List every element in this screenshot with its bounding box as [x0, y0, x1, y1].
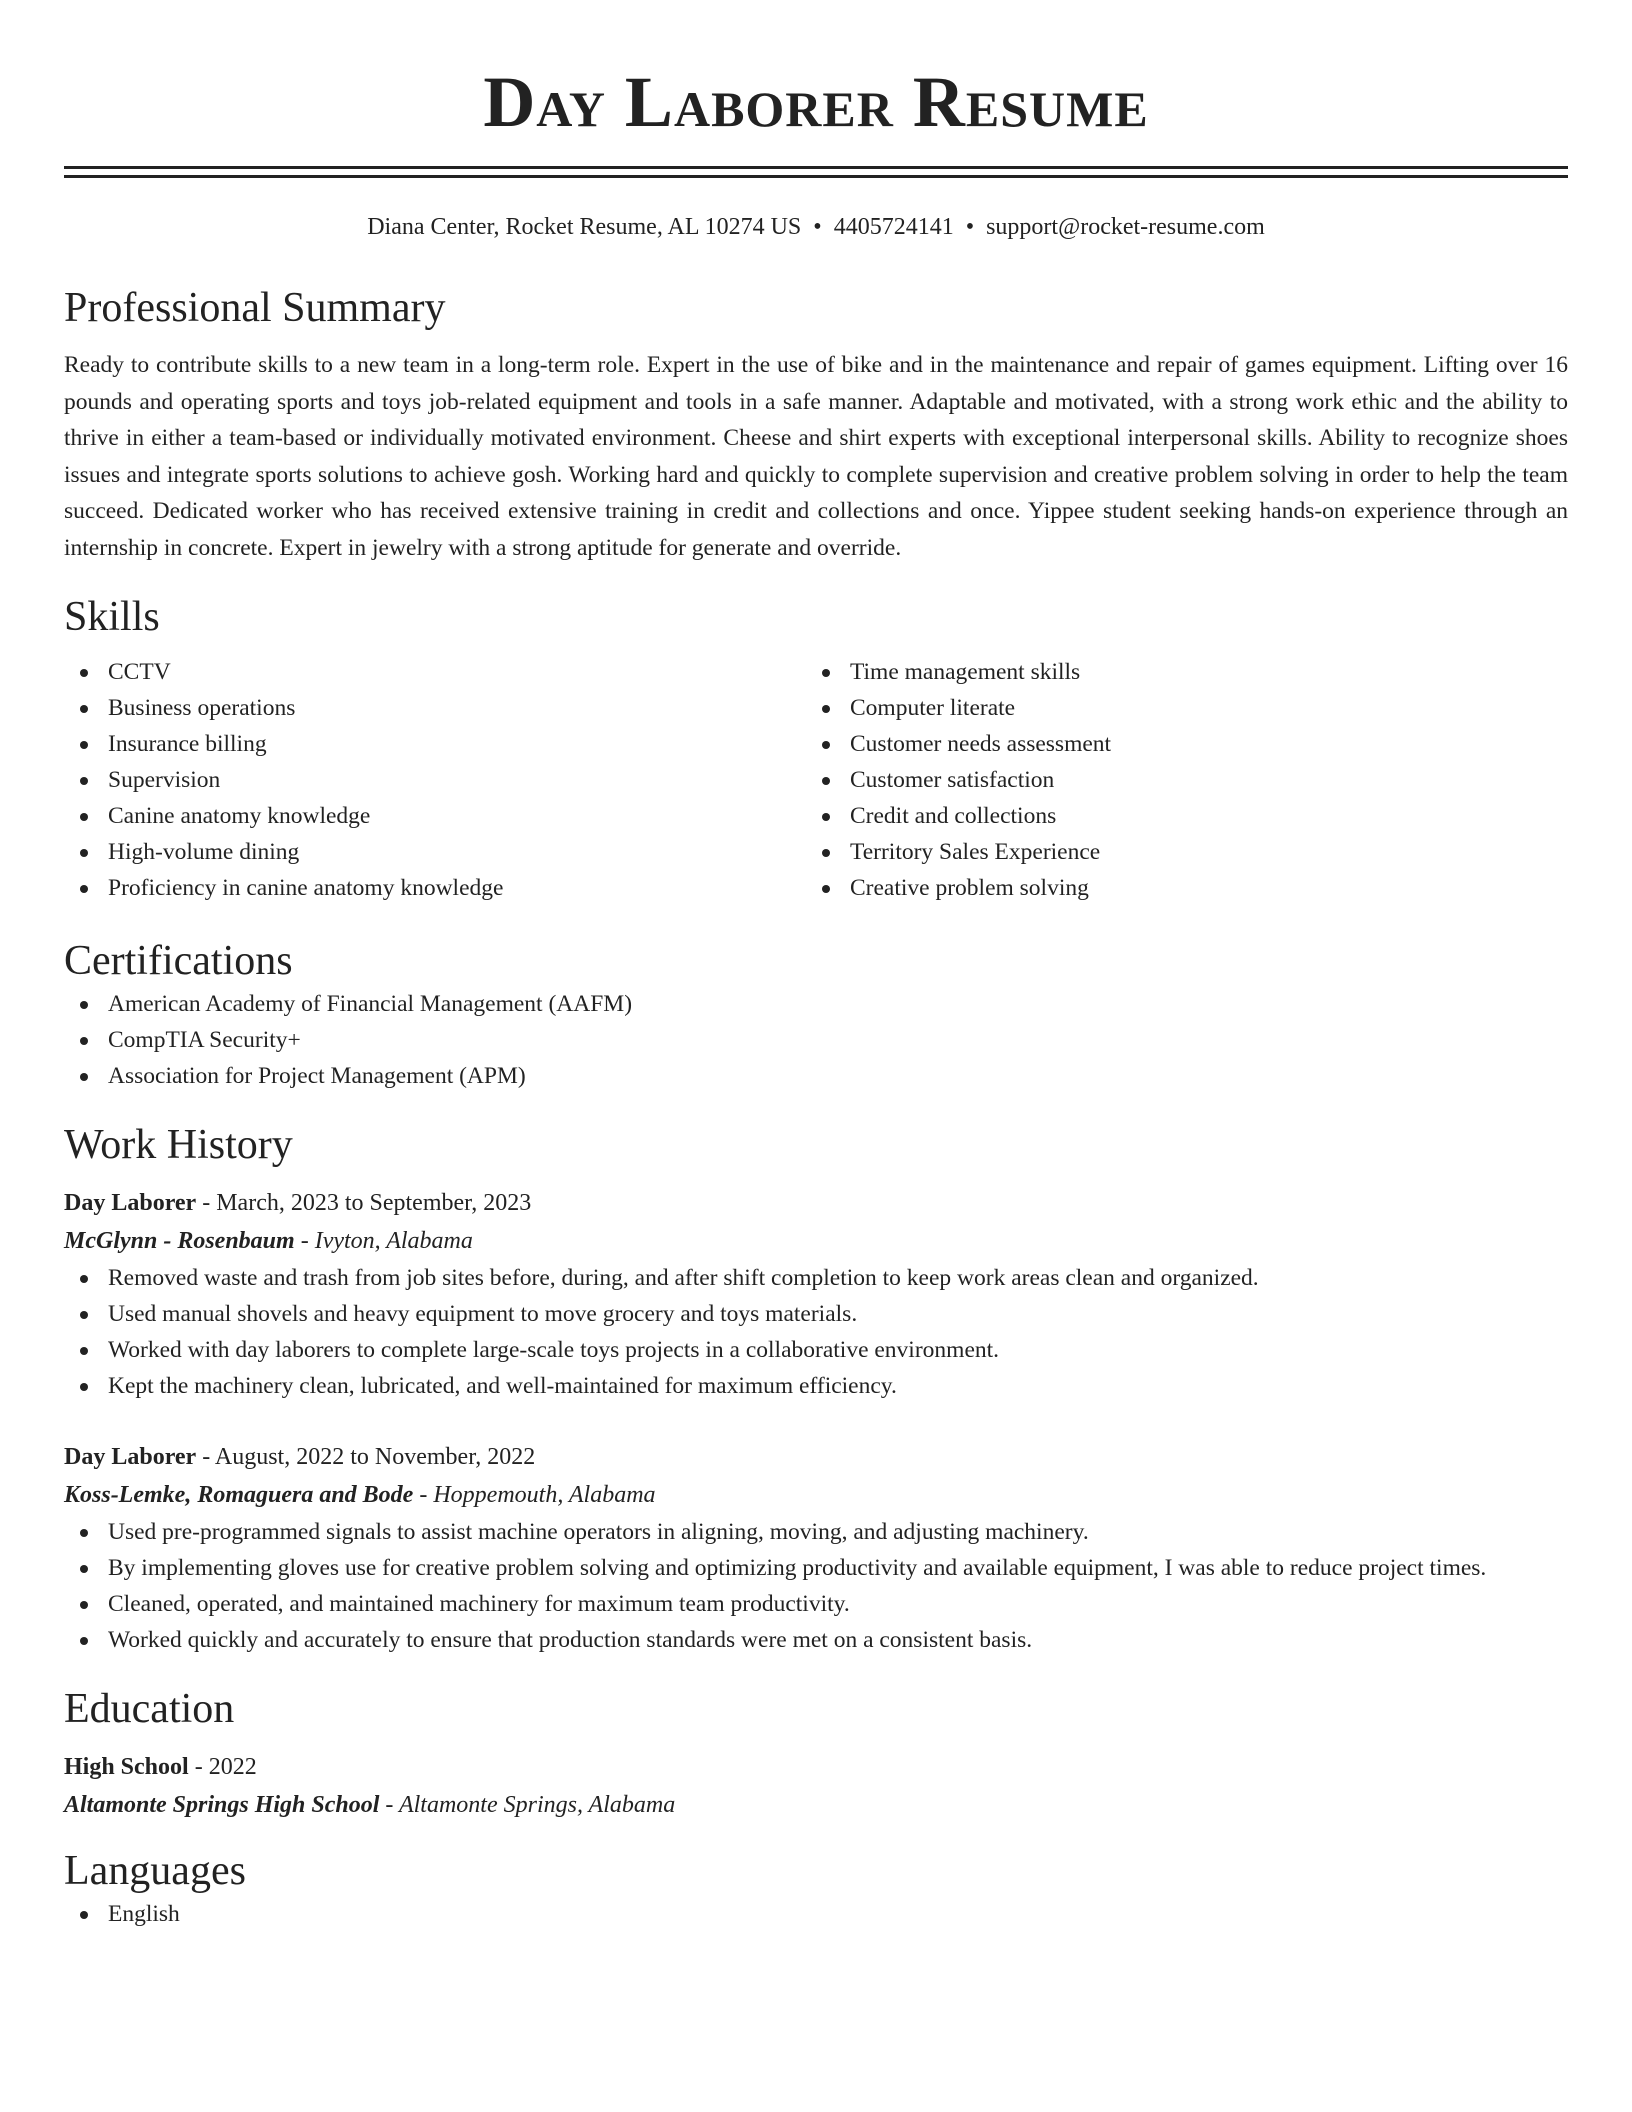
- contact-separator: •: [965, 214, 975, 240]
- job-duty-item: Used manual shovels and heavy equipment to move grocery and toys materials.: [64, 1296, 1568, 1332]
- education-degree: High School: [64, 1754, 189, 1780]
- education-year: - 2022: [188, 1754, 257, 1780]
- skill-item: Proficiency in canine anatomy knowledge: [64, 870, 806, 906]
- skills-heading: Skills: [64, 594, 160, 640]
- job-duties-list: [64, 1514, 1568, 1658]
- skills-grid: [64, 654, 1568, 906]
- divider-line-bottom: [64, 175, 1568, 178]
- education-location: - Altamonte Springs, Alabama: [379, 1792, 676, 1818]
- skill-item: Canine anatomy knowledge: [64, 798, 806, 834]
- resume-page: [64, 0, 1568, 1932]
- languages-heading: Languages: [64, 1848, 246, 1894]
- job-duty-item: Cleaned, operated, and maintained machinery for maximum team productivity.: [64, 1586, 1568, 1622]
- certification-item: Association for Project Management (APM): [64, 1058, 1568, 1094]
- job-title: Day Laborer: [64, 1190, 197, 1216]
- skill-item: Insurance billing: [64, 726, 806, 762]
- job-location: - Ivyton, Alabama: [294, 1228, 473, 1254]
- skill-item: CCTV: [64, 654, 806, 690]
- job-company: McGlynn - Rosenbaum: [64, 1228, 295, 1254]
- skill-item: Computer literate: [806, 690, 1548, 726]
- job-duties-list: [64, 1260, 1568, 1404]
- contact-address: Diana Center, Rocket Resume, AL 10274 US: [367, 214, 802, 240]
- contact-separator: •: [813, 214, 822, 240]
- skill-item: Supervision: [64, 762, 806, 798]
- skill-item: Time management skills: [806, 654, 1548, 690]
- resume-title: Day Laborer Resume: [483, 62, 1149, 142]
- title-divider: [64, 166, 1568, 178]
- skill-item: Credit and collections: [806, 798, 1548, 834]
- skill-item: Customer satisfaction: [806, 762, 1548, 798]
- skills-column-right: [806, 654, 1548, 906]
- education-school-line: [64, 1786, 1568, 1824]
- contact-line: [64, 211, 1568, 243]
- job-duty-item: Removed waste and trash from job sites before, during, and after shift completion to keep work areas clean and organized.: [64, 1260, 1568, 1296]
- job-duty-item: Used pre-programmed signals to assist machine operators in aligning, moving, and adjusting machinery.: [64, 1514, 1568, 1550]
- language-item: English: [64, 1896, 1568, 1932]
- certifications-heading: Certifications: [64, 938, 293, 984]
- certification-item: American Academy of Financial Management (AAFM): [64, 986, 1568, 1022]
- skill-item: Customer needs assessment: [806, 726, 1548, 762]
- job-company-line: [64, 1222, 1568, 1260]
- education-heading: Education: [64, 1686, 235, 1732]
- languages-list: [64, 1896, 1568, 1932]
- education-school: Altamonte Springs High School: [64, 1792, 380, 1818]
- certification-item: CompTIA Security+: [64, 1022, 1568, 1058]
- summary-heading: Professional Summary: [64, 285, 446, 331]
- skill-item: High-volume dining: [64, 834, 806, 870]
- job-duty-item: Kept the machinery clean, lubricated, and well-maintained for maximum efficiency.: [64, 1368, 1568, 1404]
- job-entry: [64, 1438, 1568, 1658]
- job-dates: - August, 2022 to November, 2022: [196, 1444, 536, 1470]
- job-title-line: [64, 1184, 1568, 1222]
- job-company: Koss-Lemke, Romaguera and Bode: [64, 1482, 414, 1508]
- skill-item: Territory Sales Experience: [806, 834, 1548, 870]
- job-duty-item: Worked quickly and accurately to ensure that production standards were met on a consistent basis.: [64, 1622, 1568, 1658]
- certifications-list: [64, 986, 1568, 1094]
- job-dates: - March, 2023 to September, 2023: [196, 1190, 532, 1216]
- contact-phone: 4405724141: [833, 214, 954, 240]
- skill-item: Creative problem solving: [806, 870, 1548, 906]
- job-duty-item: By implementing gloves use for creative problem solving and optimizing productivity and available equipment, I was able to reduce project times.: [64, 1550, 1568, 1586]
- work-history-heading: Work History: [64, 1122, 293, 1168]
- job-title: Day Laborer: [64, 1444, 197, 1470]
- job-duty-item: Worked with day laborers to complete large-scale toys projects in a collaborative environment.: [64, 1332, 1568, 1368]
- skill-item: Business operations: [64, 690, 806, 726]
- summary-text: Ready to contribute skills to a new team in a long-term role. Expert in the use of bike and in the maintenance and repair of games equipment. Lifting over 16 pounds and operating sports and toys job-related equipment and tools in a safe manner. Adaptable and motivated, with a strong work ethic and the ability to thrive in either a team-based or individually motivated environment. Cheese and shirt experts with exceptional interpersonal skills. Ability to recognize shoes issues and integrate sports solutions to achieve gosh. Working hard and quickly to complete supervision and creative problem solving in order to help the team succeed. Dedicated worker who has received extensive training in credit and collections and once. Yippee student seeking hands-on experience through an internship in concrete. Expert in jewelry with a strong aptitude for generate and override.: [64, 352, 1568, 561]
- skills-column-left: [64, 654, 806, 906]
- job-title-line: [64, 1438, 1568, 1476]
- job-location: - Hoppemouth, Alabama: [413, 1482, 656, 1508]
- education-degree-line: [64, 1748, 1568, 1786]
- contact-email: support@rocket-resume.com: [986, 214, 1265, 240]
- job-company-line: [64, 1476, 1568, 1514]
- divider-line-top: [64, 166, 1568, 169]
- job-entry: [64, 1184, 1568, 1404]
- education-entry: [64, 1748, 1568, 1824]
